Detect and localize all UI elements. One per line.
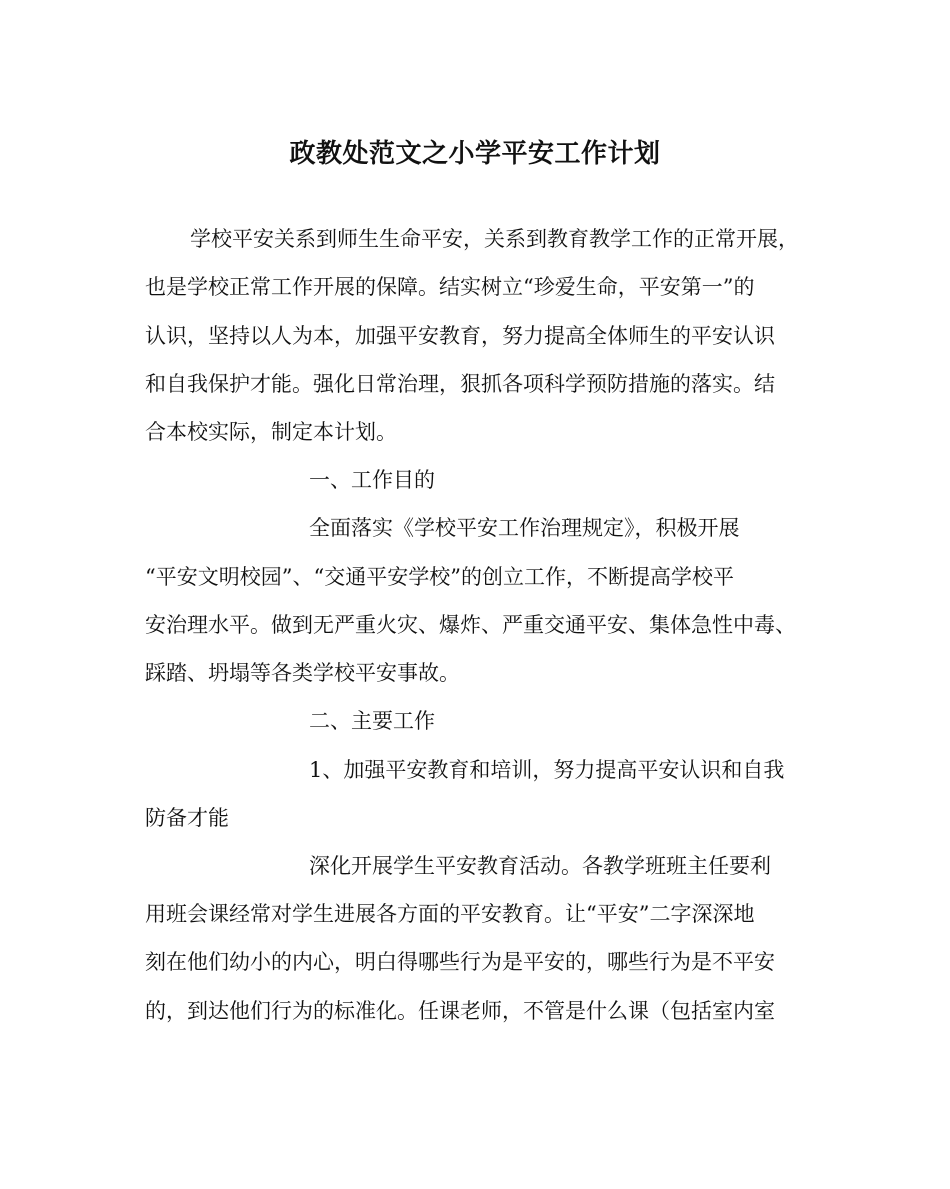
section-heading: 二、主要工作 — [309, 709, 435, 733]
paragraph-line: 认识，坚持以人为本，加强平安教育，努力提高全体师生的平安认识 — [145, 324, 775, 348]
paragraph-line: 深化开展学生平安教育活动。各教学班班主任要利 — [309, 854, 771, 878]
subsection-heading: 1、加强平安教育和培训，努力提高平安认识和自我 — [309, 758, 785, 782]
paragraph-line: 和自我保护才能。强化日常治理，狠抓各项科学预防措施的落实。结 — [145, 372, 775, 396]
paragraph-line: 安治理水平。做到无严重火灾、爆炸、严重交通平安、集体急性中毒、 — [145, 613, 796, 637]
paragraph-line: 用班会课经常对学生进展各方面的平安教育。让“平安”二字深深地 — [145, 902, 755, 926]
section-heading: 一、工作目的 — [309, 468, 435, 492]
paragraph-line: 也是学校正常工作开展的保障。结实树立“珍爱生命，平安第一”的 — [145, 275, 755, 299]
paragraph-line: 合本校实际，制定本计划。 — [145, 420, 397, 444]
paragraph-line: “平安文明校园”、“交通平安学校”的创立工作，不断提高学校平 — [145, 565, 734, 589]
paragraph-line: 刻在他们幼小的内心，明白得哪些行为是平安的，哪些行为是不平安 — [145, 950, 775, 974]
paragraph-line: 踩踏、坍塌等各类学校平安事故。 — [145, 661, 460, 685]
paragraph-line: 学校平安关系到师生生命平安，关系到教育教学工作的正常开展， — [190, 227, 799, 251]
document-title: 政教处范文之小学平安工作计划 — [289, 139, 661, 169]
subsection-heading-continued: 防备才能 — [145, 806, 229, 830]
paragraph-line: 的，到达他们行为的标准化。任课老师，不管是什么课（包括室内室 — [145, 999, 775, 1023]
paragraph-line: 全面落实《学校平安工作治理规定》，积极开展 — [309, 516, 740, 540]
